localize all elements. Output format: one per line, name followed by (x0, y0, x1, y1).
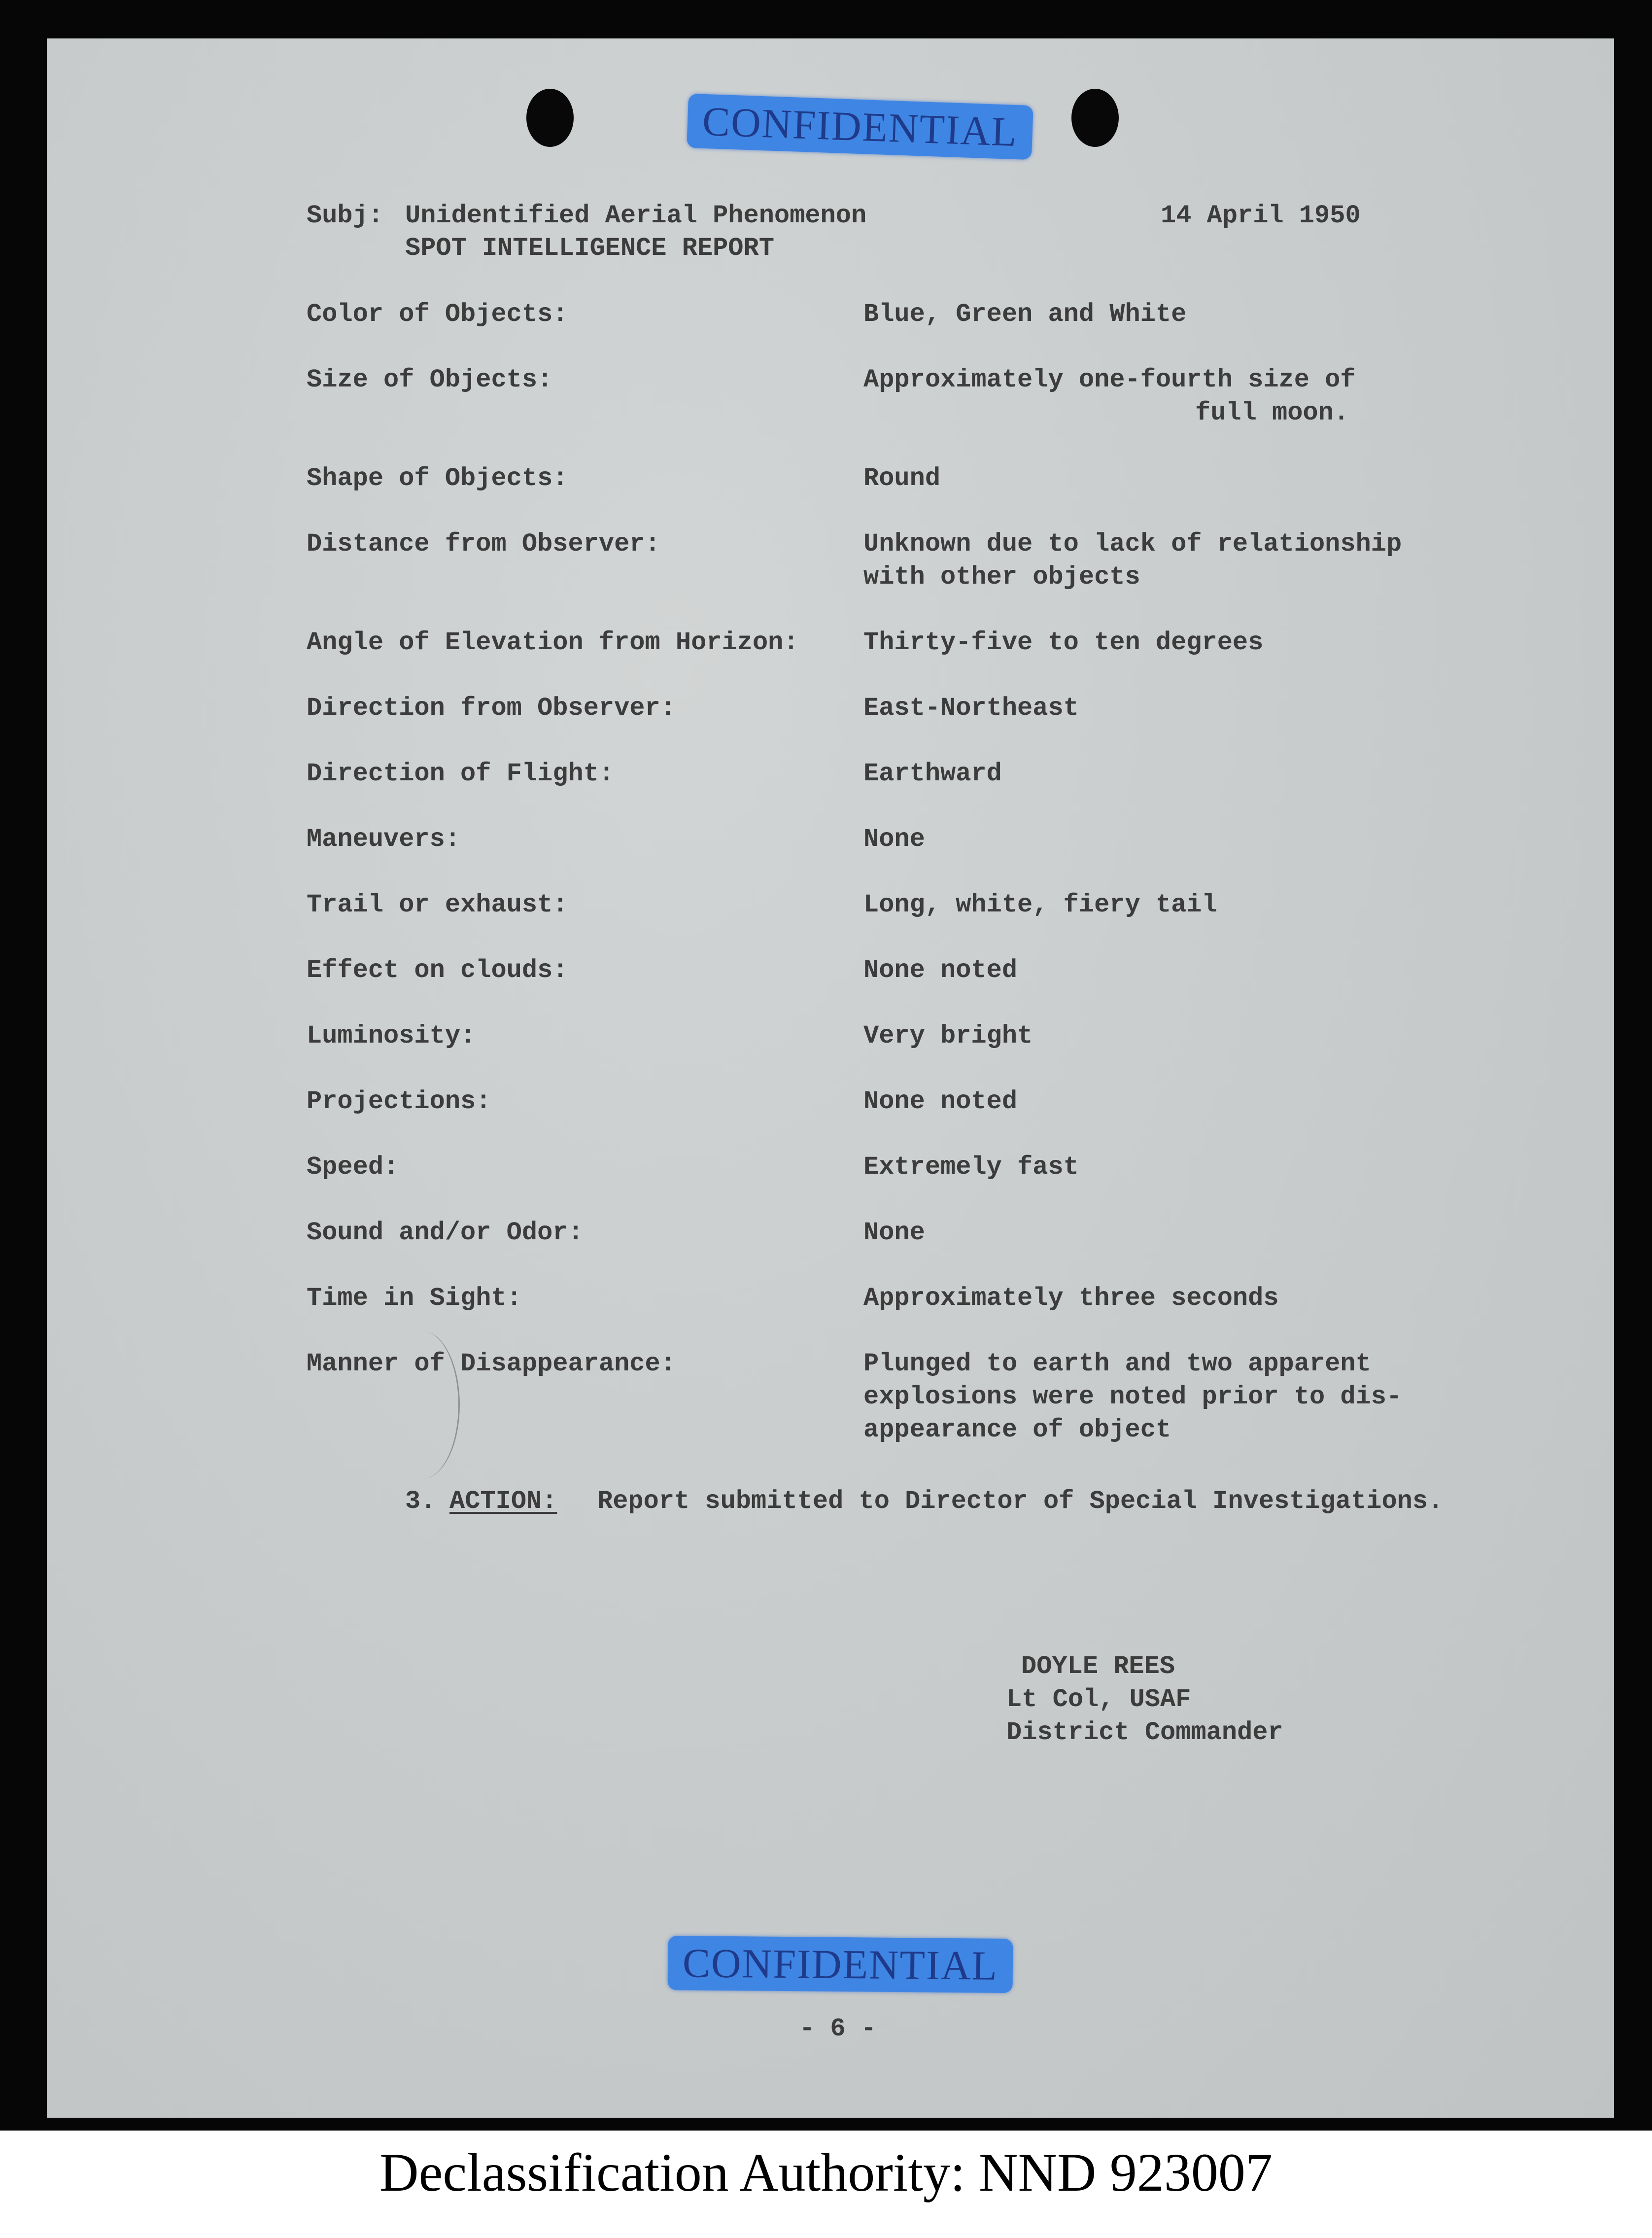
action-number: 3. (405, 1487, 436, 1516)
field-value-shape: Round (863, 464, 941, 493)
field-value-projections: None noted (863, 1087, 1018, 1116)
field-label-color: Color of Objects: (307, 300, 568, 329)
page-number: - 6 - (799, 2014, 877, 2043)
field-value-time: Approximately three seconds (863, 1284, 1279, 1313)
field-value-color: Blue, Green and White (863, 300, 1187, 329)
field-value-speed: Extremely fast (863, 1153, 1079, 1182)
field-label-shape: Shape of Objects: (307, 464, 568, 493)
signature-rank: Lt Col, USAF (1006, 1685, 1191, 1714)
field-value-distance-line2: with other objects (863, 562, 1140, 592)
field-label-size: Size of Objects: (307, 365, 553, 394)
field-value-disappearance-line3: appearance of object (863, 1415, 1171, 1444)
punch-hole-left (526, 89, 574, 147)
field-label-distance: Distance from Observer: (307, 529, 660, 559)
field-label-disappearance: Manner of Disappearance: (307, 1349, 676, 1378)
field-label-luminosity: Luminosity: (307, 1021, 476, 1050)
field-value-size-line2: full moon. (1195, 398, 1349, 427)
subj-label: Subj: (307, 201, 384, 230)
field-value-disappearance-line2: explosions were noted prior to dis- (863, 1382, 1402, 1411)
field-value-direction-observer: East-Northeast (863, 694, 1079, 723)
signature-title: District Commander (1006, 1718, 1283, 1747)
field-label-projections: Projections: (307, 1087, 491, 1116)
field-value-distance-line1: Unknown due to lack of relationship (863, 529, 1402, 559)
report-subtitle: SPOT INTELLIGENCE REPORT (405, 234, 774, 263)
confidential-stamp-top: CONFIDENTIAL (687, 94, 1033, 160)
field-value-direction-flight: Earthward (863, 759, 1002, 788)
document-page (47, 38, 1614, 2118)
field-value-disappearance-line1: Plunged to earth and two apparent (863, 1349, 1371, 1378)
field-label-sound: Sound and/or Odor: (307, 1218, 584, 1247)
field-label-clouds: Effect on clouds: (307, 956, 568, 985)
field-label-speed: Speed: (307, 1153, 399, 1182)
subject-line: Unidentified Aerial Phenomenon (405, 201, 867, 230)
field-value-trail: Long, white, fiery tail (863, 890, 1217, 919)
field-label-elevation: Angle of Elevation from Horizon: (307, 628, 799, 657)
field-label-maneuvers: Maneuvers: (307, 825, 461, 854)
field-label-trail: Trail or exhaust: (307, 890, 568, 919)
field-value-clouds: None noted (863, 956, 1018, 985)
field-value-size-line1: Approximately one-fourth size of (863, 365, 1356, 394)
field-label-direction-observer: Direction from Observer: (307, 694, 676, 723)
field-value-luminosity: Very bright (863, 1021, 1033, 1050)
field-value-maneuvers: None (863, 825, 925, 854)
confidential-stamp-bottom: CONFIDENTIAL (668, 1936, 1013, 1993)
declassification-footer: Declassification Authority: NND 923007 (379, 2142, 1273, 2203)
pencil-mark (384, 1331, 460, 1479)
field-label-direction-flight: Direction of Flight: (307, 759, 615, 788)
action-text: Report submitted to Director of Special Investigations. (597, 1487, 1444, 1516)
action-label: ACTION: (449, 1487, 557, 1516)
field-value-sound: None (863, 1218, 925, 1247)
field-label-time: Time in Sight: (307, 1284, 522, 1313)
report-date: 14 April 1950 (1161, 201, 1361, 230)
field-value-elevation: Thirty-five to ten degrees (863, 628, 1264, 657)
punch-hole-right (1071, 89, 1119, 147)
signature-name: DOYLE REES (1021, 1652, 1175, 1681)
